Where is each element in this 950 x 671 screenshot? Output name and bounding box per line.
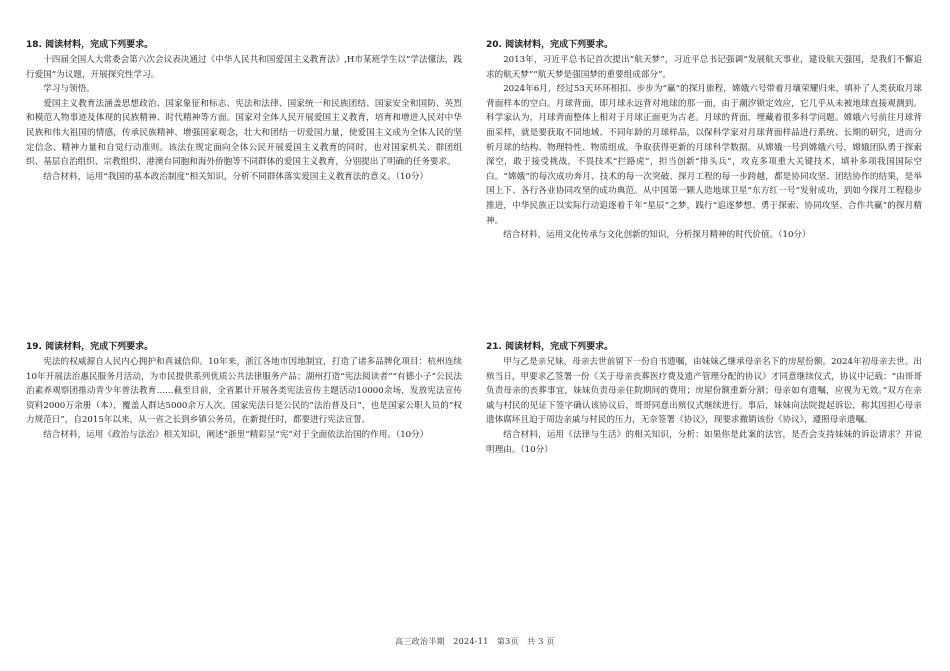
question-21	[486, 340, 922, 457]
question-18	[26, 38, 462, 184]
question-20-heading: 20. 阅读材料，完成下列要求。	[486, 40, 614, 50]
question-21-heading: 21. 阅读材料，完成下列要求。	[486, 342, 614, 352]
question-20-paragraph: 2013年，习近平总书记首次提出“航天梦”，习近平总书记强调“发展航天事业，建设航天强国，是我们不懈追求的航天梦”“航天梦是强国梦的重要组成部分”。	[486, 55, 922, 80]
question-21-prompt: 结合材料，运用《法律与生活》的相关知识，分析：如果你是此案的法官，是否会支持妹妹的诉讼请求？并说明理由。（10分）	[486, 429, 922, 455]
question-20-prompt: 结合材料，运用文化传承与文化创新的知识，分析探月精神的时代价值。（10分）	[503, 230, 811, 241]
question-19-paragraph: 宪法的权威源自人民内心拥护和真诚信仰。10年来，浙江各地市因地制宜，打造了诸多品牌化项目：杭州连续10年开展法治惠民服务月活动，为市民提供系列优质公共法律服务产品；湖州打造“宪法阅读者”“有德小子”公民法治素养观察团推动青少年普法教育……截至目前，全省累计开展各类宪法宣传主题活动10000余场，发放宪法宣传资料2000万余册（本），覆盖人群达5000余万人次。国家宪法日是公民的“法治普及日”，也是国家公职人员的“权力规范日”，自2015年以来，从一省之长到乡镇公务员，在新提任时，都要进行宪法宣誓。	[26, 357, 462, 426]
question-20	[486, 38, 922, 243]
question-18-paragraph: 学习与领悟。	[43, 84, 95, 95]
question-18-prompt: 结合材料，运用“我国的基本政治制度”相关知识，分析不同群体落实爱国主义教育法的意义。（10分）	[43, 171, 429, 182]
page-footer: 高三政治半期 2024-11 第3页 共 3 页	[395, 637, 555, 646]
question-19-heading: 19. 阅读材料，完成下列要求。	[26, 342, 154, 352]
question-18-heading: 18. 阅读材料，完成下列要求。	[26, 40, 154, 50]
question-20-paragraph: 2024年6月，经过53天环环相扣、步步为“赢”的探月旅程，嫦娥六号带着月壤荣耀归来，填补了人类获取月球背面样本的空白。月球背面，即月球永远背对地球的那一面，由于潮汐锁定效应，它几乎从未被地球直接观测到。科学家认为，月球背面整体上相对于月球正面更为古老。月球的背面，埋藏着很多科学问题。嫦娥六号前往月球背面采样，就是要获取不同地域、不同年龄的月球样品，以保科学家对月球背面样品进行系统、长期的研究，进而分析月球的结构、物理特性、物质组成，争取获得更新的月球科学数据。从嫦娥一号到嫦娥六号，嫦娥团队勇于探索深空，敢于接受挑战，不畏技术“拦路虎”，担当创新“排头兵”，攻克多项重大关键技术，填补多项我国国际空白。“嫦娥”的每次成功奔月、技术的每一次突破、探月工程的每一步跨越，都是协同攻坚、团结协作的结果，是举国上下、各行各业协同攻坚的成功典范。从中国第一颗人造地球卫星“东方红一号”发射成功，到如今探月工程稳步推进，中华民族正以实际行动追逐着千年“星辰”之梦，践行“追逐梦想、勇于探索、协同攻坚、合作共赢”的探月精神。	[486, 84, 922, 226]
question-18-paragraph: 十四届全国人大常委会第六次会议表决通过《中华人民共和国爱国主义教育法》,H市某班学生以“学法懂法，践行爱国”为议题，开展探究性学习。	[26, 55, 462, 80]
question-19-prompt: 结合材料，运用《政治与法治》相关知识，阐述“浙里”精彩呈“宪”对于全面依法治国的作用。（10分）	[43, 429, 429, 440]
question-18-paragraph: 爱国主义教育法涵盖思想政治、国家象征和标志、宪法和法律、国家统一和民族团结、国家安全和国防、英烈和模范人物事迹及体现的民族精神、时代精神等方面。国家对全体人民开展爱国主义教育，培育和增进人民对中华民族和伟大祖国的情感，传承民族精神、增强国家观念，壮大和团结一切爱国力量，使爱国主义成为全体人民的坚定信念、精神力量和自觉行动准则。该法在规定面向全体公民开展爱国主义教育的同时，也对国家机关、群团组织、基层自治组织、宗教组织、港澳台同胞和海外侨胞等不同群体的爱国主义教育，分别提出了明确的任务要求。	[26, 98, 462, 168]
question-19	[26, 340, 462, 443]
question-21-paragraph: 甲与乙是亲兄妹，母亲去世前留下一份自书遗嘱，由妹妹乙继承母亲名下的房屋份额。2024年初母亲去世。出殡当日，甲要求乙签署一份《关于母亲丧葬医疗费及遗产管理分配的协议》才同意继续仪式，协议中记载：“由哥哥负责母亲的丧葬事宜，妹妹负责母亲住院期间的费用；房屋份额重新分割；母亲如有遗嘱，应视为无效。”双方在亲戚与村民的见证下签字确认该协议后，哥哥同意出殡仪式继续进行。事后，妹妹向法院提起诉讼，称其因担心母亲遗体腐坏且迫于周边亲戚与村民的压力，无奈签署《协议》，现要求撤销该份《协议》，遵照母亲遗嘱。	[486, 357, 922, 426]
